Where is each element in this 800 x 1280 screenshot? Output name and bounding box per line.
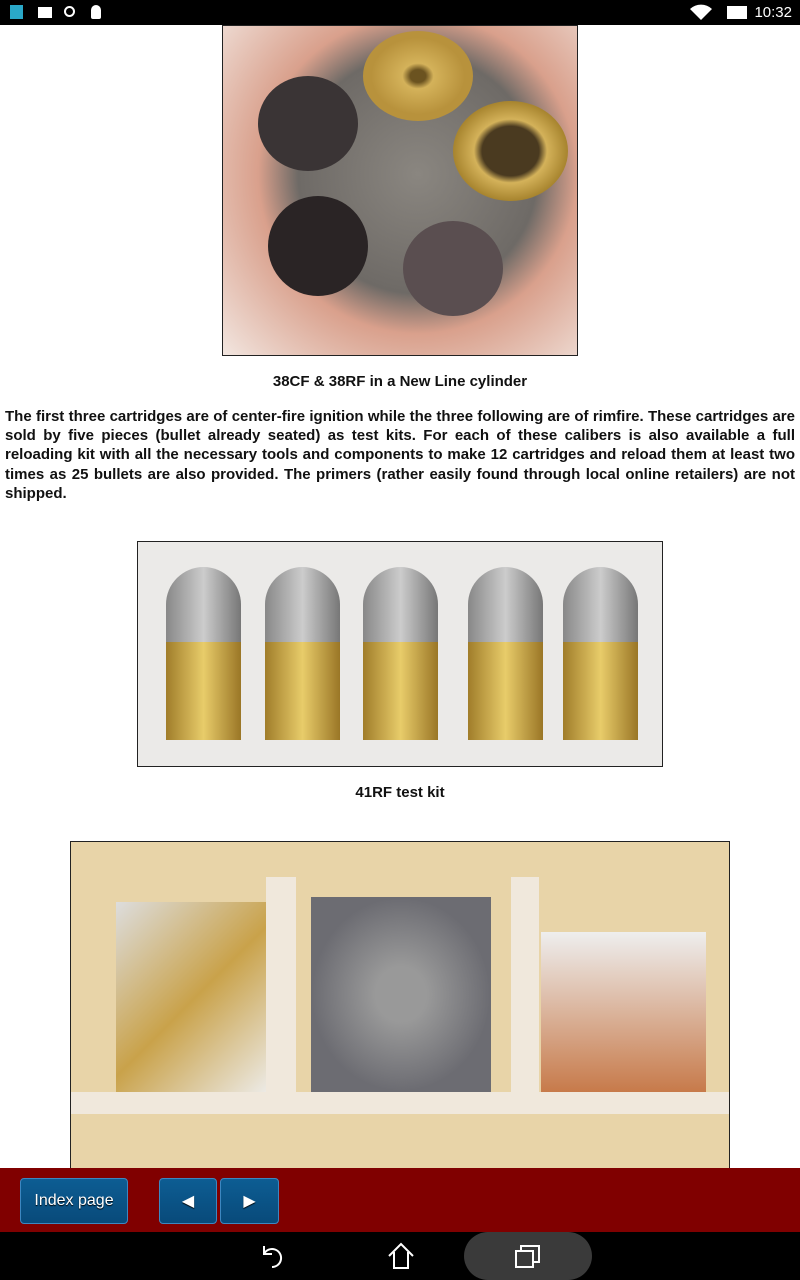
recent-apps-icon (513, 1242, 543, 1270)
system-nav-bar (0, 1232, 800, 1280)
home-icon (386, 1242, 416, 1270)
back-icon (258, 1242, 288, 1270)
reloading-kit-photo (70, 841, 730, 1168)
test-kit-photo (137, 541, 663, 767)
image-caption: 41RF test kit (355, 784, 445, 801)
battery-icon (727, 6, 747, 19)
back-button[interactable] (240, 1232, 305, 1280)
page-content[interactable] (0, 25, 800, 1168)
home-button[interactable] (368, 1232, 433, 1280)
recent-apps-button[interactable] (464, 1232, 592, 1280)
wifi-icon (690, 4, 712, 21)
bottom-toolbar (0, 1168, 800, 1232)
screenshot-icon (10, 5, 23, 19)
image-caption: 38CF & 38RF in a New Line cylinder (272, 373, 528, 390)
previous-page-button[interactable]: ◀ (159, 1178, 217, 1224)
gallery-icon (38, 7, 52, 18)
cylinder-photo (222, 25, 578, 356)
sync-icon (64, 6, 75, 17)
clock: 10:32 (754, 4, 792, 21)
android-icon (91, 5, 101, 19)
status-bar (0, 0, 800, 25)
index-page-button[interactable]: Index page (20, 1178, 128, 1224)
next-page-button[interactable]: ▶ (220, 1178, 279, 1224)
description-paragraph: The first three cartridges are of center-fire ignition while the three following are of rimfire. These cartridges are sold by five pieces (bullet already seated) as test kits. For each of these calibers is also available a full reloading kit with all the necessary tools and components to make 12 cartridges and reload them at least two times as 25 bullets are also provided. The primers (rather easily found through local online retailers) are not shipped. (5, 408, 795, 502)
